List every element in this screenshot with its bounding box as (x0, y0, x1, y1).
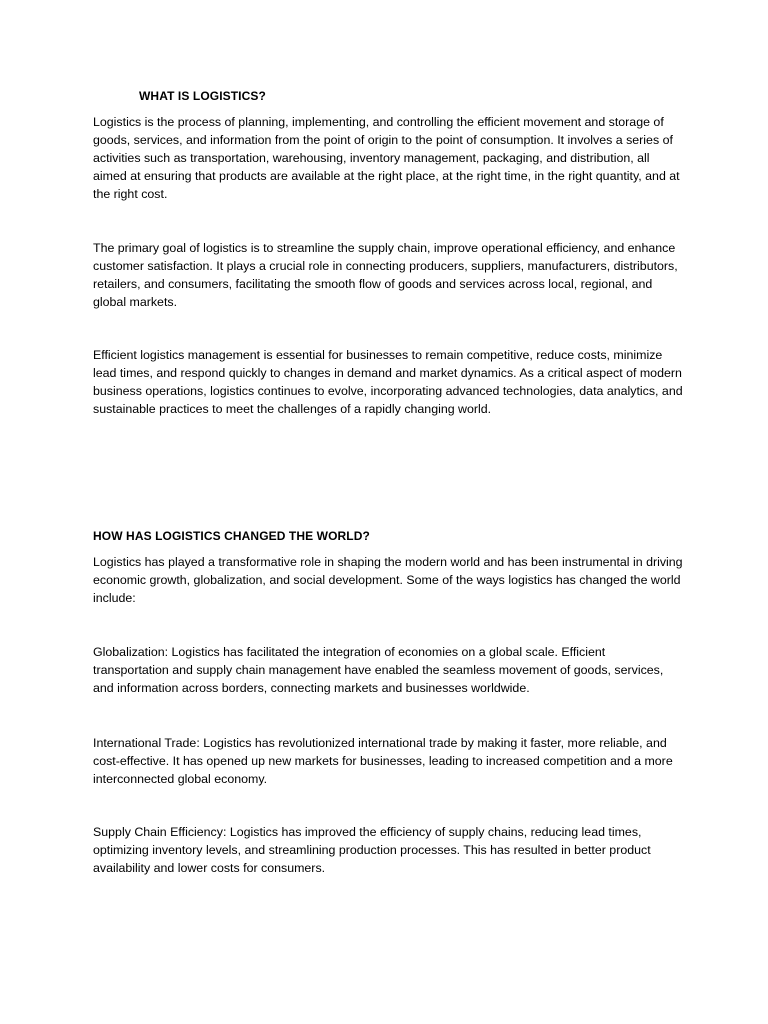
paragraph-definition: Logistics is the process of planning, implementing, and controlling the efficient movement and storage of goods, services, and information from the point of origin to the point of consumption. It involves a series of activities such as transportation, warehousing, inventory management, packaging, and distribution, all aimed at ensuring that products are available at the right place, at the right time, in the right quantity, and at the right cost. (93, 115, 680, 201)
paragraph-international-trade: International Trade: Logistics has revolutionized international trade by making it faster, more reliable, and cost-effective. It has opened up new markets for businesses, leading to increased competition and a more interconnected global economy. (93, 736, 673, 786)
paragraph-supply-chain-efficiency: Supply Chain Efficiency: Logistics has improved the efficiency of supply chains, reducing lead times, optimizing inventory levels, and streamlining production processes. This has resulted in better product availability and lower costs for consumers. (93, 825, 651, 875)
paragraph-primary-goal: The primary goal of logistics is to streamline the supply chain, improve operational efficiency, and enhance customer satisfaction. It plays a crucial role in connecting producers, suppliers, manufacturers, distributors, retailers, and consumers, facilitating the smooth flow of goods and services across local, regional, and global markets. (93, 241, 678, 309)
heading-how-logistics-changed-world: HOW HAS LOGISTICS CHANGED THE WORLD? (93, 529, 370, 543)
paragraph-efficient-management: Efficient logistics management is essential for businesses to remain competitive, reduce costs, minimize lead times, and respond quickly to changes in demand and market dynamics. As a critical aspect of modern business operations, logistics continues to evolve, incorporating advanced technologies, data analytics, and sustainable practices to meet the challenges of a rapidly changing world. (93, 348, 683, 416)
heading-what-is-logistics: WHAT IS LOGISTICS? (139, 89, 266, 103)
paragraph-globalization: Globalization: Logistics has facilitated the integration of economies on a global scale. Efficient transportation and supply chain management have enabled the seamless movement of goods, services, and information across borders, connecting markets and businesses worldwide. (93, 645, 664, 695)
paragraph-transformative-role: Logistics has played a transformative role in shaping the modern world and has been instrumental in driving economic growth, globalization, and social development. Some of the ways logistics has changed the world include: (93, 555, 683, 605)
